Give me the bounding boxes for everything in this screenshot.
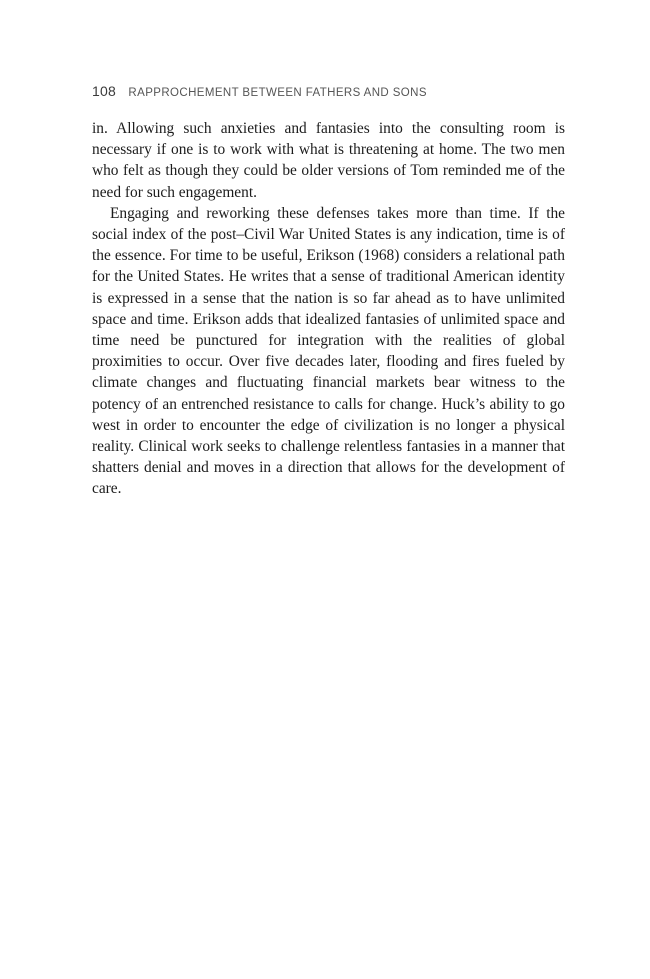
body-text <box>92 118 565 500</box>
paragraph-continued: in. Allowing such anxieties and fantasies into the consulting room is necessary if one is to work with what is threatening at home. The two men who felt as though they could be older versions of Tom reminded me of the need for such engagement. <box>92 120 565 201</box>
paragraph: Engaging and reworking these defenses takes more than time. If the social index of the post–Civil War United States is any indication, time is of the essence. For time to be useful, Erikson (1968) considers a relational path for the United States. He writes that a sense of traditional American identity is expressed in a sense that the nation is so far ahead as to have unlimited space and time. Erikson adds that idealized fantasies of unlimited space and time need be punctured for integration with the realities of global proximities to occur. Over five decades later, flooding and fires fueled by climate changes and fluctuating financial markets bear witness to the potency of an entrenched resistance to calls for change. Huck’s ability to go west in order to encounter the edge of civilization is no longer a physical reality. Clinical work seeks to challenge relentless fantasies in a manner that shatters denial and moves in a direction that allows for the development of care. <box>92 204 565 498</box>
page-number: 108 <box>92 83 116 99</box>
running-header-title: RAPPROCHEMENT BETWEEN FATHERS AND SONS <box>128 87 427 99</box>
running-header <box>92 82 572 102</box>
